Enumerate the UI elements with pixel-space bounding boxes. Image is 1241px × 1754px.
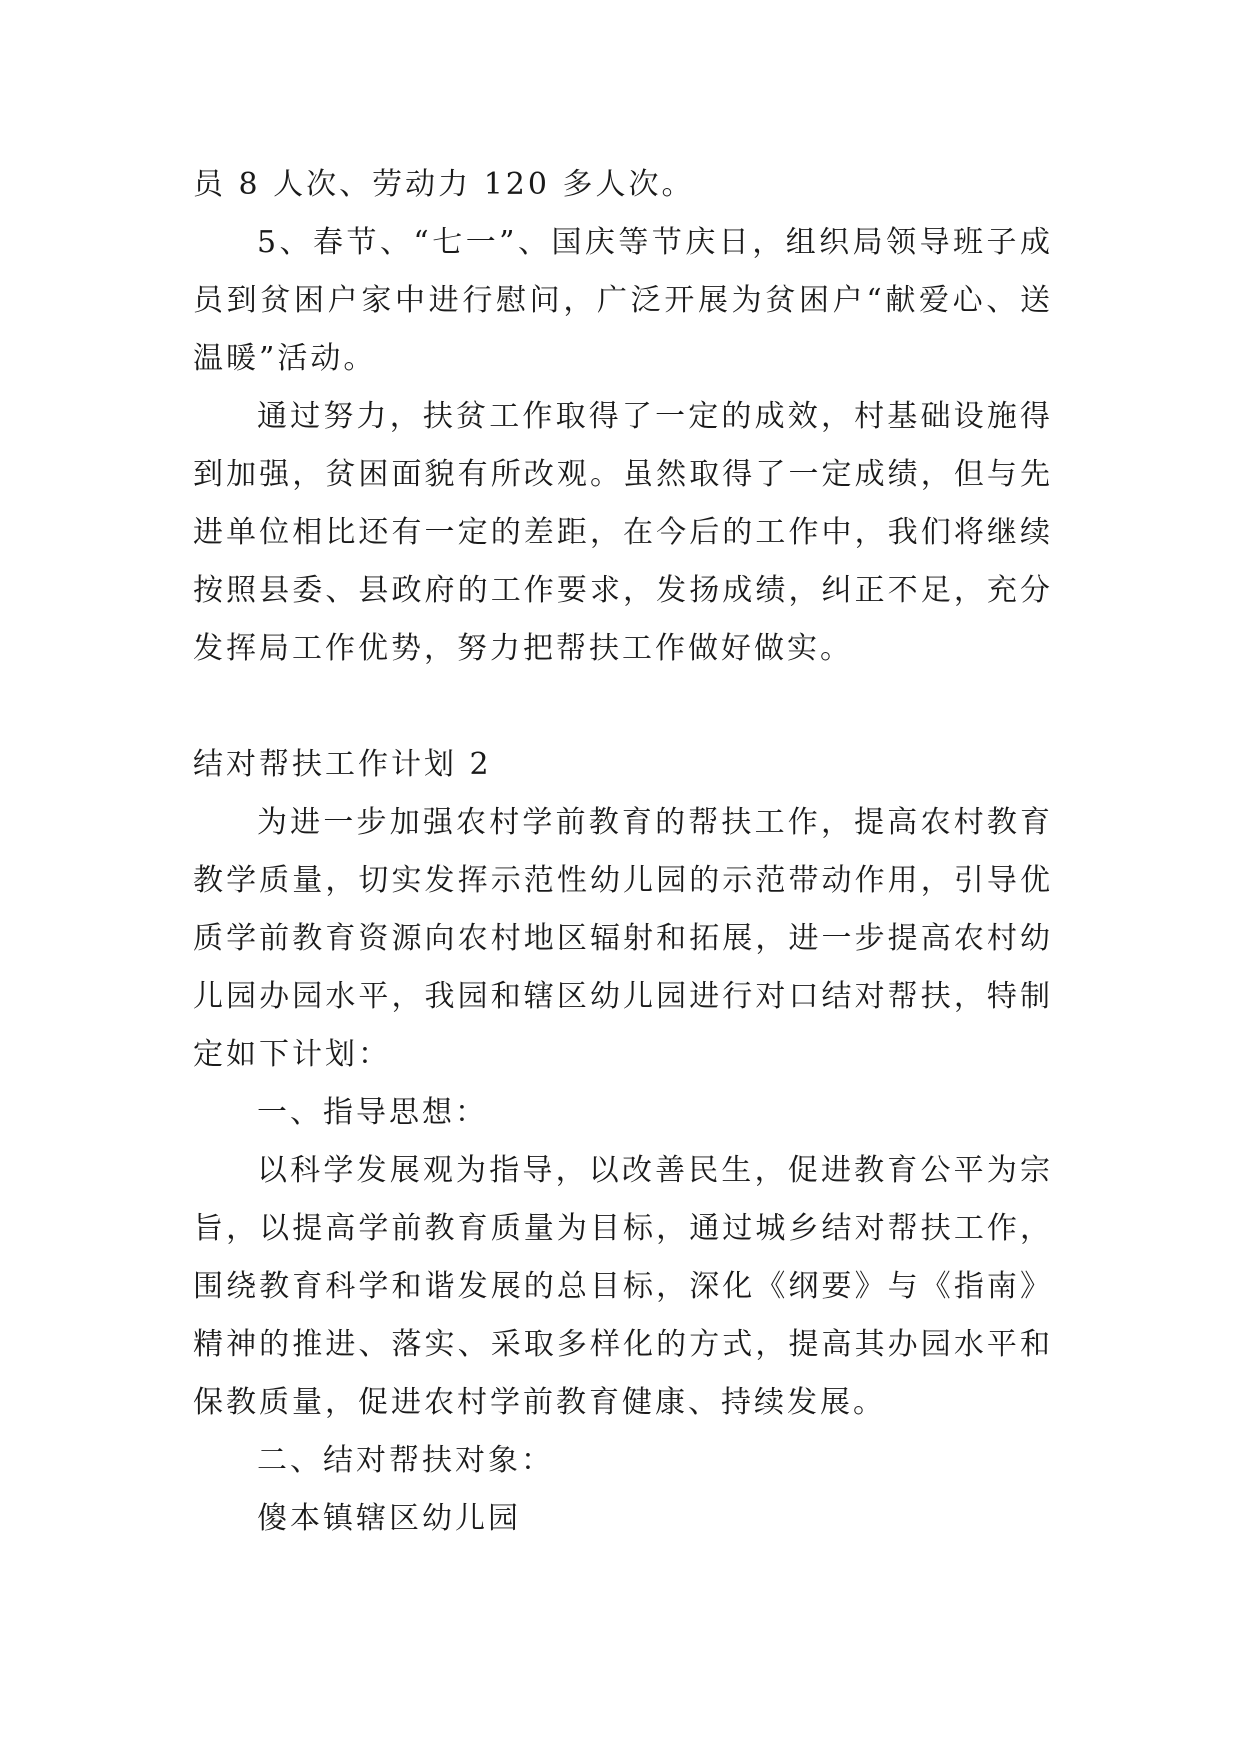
text-line: 员 8 人次、劳动力 120 多人次。: [193, 167, 695, 202]
document-body: [193, 156, 1053, 1548]
subheading-assistance-target: 二、结对帮扶对象：: [257, 1443, 554, 1478]
text-line: 按照县委、县政府的工作要求，发扬成绩，纠正不足，充分: [193, 573, 1053, 608]
text-line: 为进一步加强农村学前教育的帮扶工作，提高农村教育: [257, 805, 1053, 840]
text-line: 温暖”活动。: [193, 341, 377, 376]
text-line: 到加强，贫困面貌有所改观。虽然取得了一定成绩，但与先: [193, 457, 1053, 492]
section-heading: 结对帮扶工作计划 2: [193, 747, 492, 782]
text-line: 保教质量，促进农村学前教育健康、持续发展。: [193, 1385, 886, 1420]
text-line: 员到贫困户家中进行慰问，广泛开展为贫困户“献爱心、送: [193, 283, 1053, 318]
subheading-guiding-ideology: 一、指导思想：: [257, 1095, 488, 1130]
text-line: 发挥局工作优势，努力把帮扶工作做好做实。: [193, 631, 853, 666]
text-line: 旨，以提高学前教育质量为目标，通过城乡结对帮扶工作，: [193, 1211, 1053, 1246]
paragraph-gap: [193, 678, 1053, 736]
text-line: 定如下计划：: [193, 1037, 391, 1072]
text-line: 质学前教育资源向农村地区辐射和拓展，进一步提高农村幼: [193, 921, 1053, 956]
text-line: 以科学发展观为指导，以改善民生，促进教育公平为宗: [257, 1153, 1053, 1188]
text-line: 进单位相比还有一定的差距，在今后的工作中，我们将继续: [193, 515, 1053, 550]
text-line: 5、春节、“七一”、国庆等节庆日，组织局领导班子成: [257, 225, 1053, 260]
text-line: 儿园办园水平，我园和辖区幼儿园进行对口结对帮扶，特制: [193, 979, 1053, 1014]
text-line: 通过努力，扶贫工作取得了一定的成效，村基础设施得: [257, 399, 1053, 434]
text-line: 精神的推进、落实、采取多样化的方式，提高其办园水平和: [193, 1327, 1053, 1362]
text-line: 教学质量，切实发挥示范性幼儿园的示范带动作用，引导优: [193, 863, 1053, 898]
text-line: 傻本镇辖区幼儿园: [257, 1501, 521, 1536]
text-line: 围绕教育科学和谐发展的总目标，深化《纲要》与《指南》: [193, 1269, 1053, 1304]
